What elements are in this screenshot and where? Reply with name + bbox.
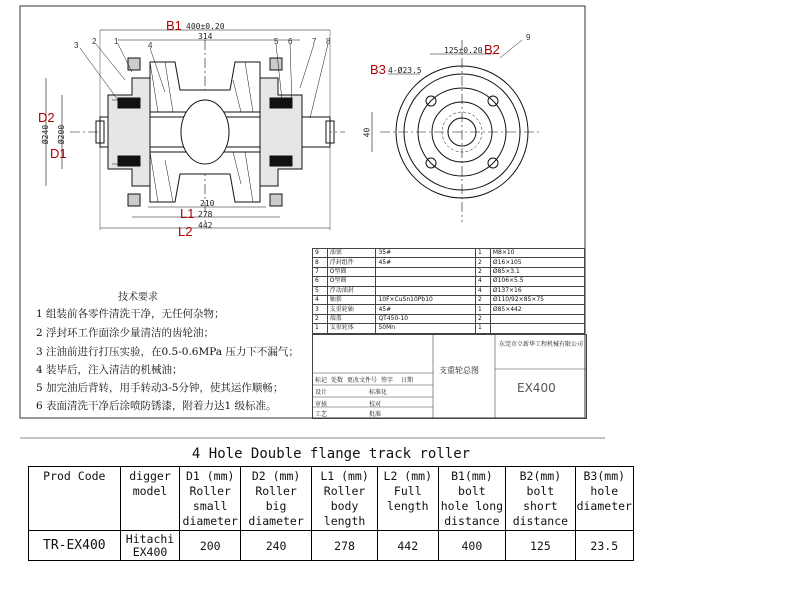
tb-label: 处数 <box>331 377 344 384</box>
tb-label: 标记 <box>315 377 328 384</box>
notes-title: 技术要求 <box>118 292 158 303</box>
tb-label: 设计 <box>315 389 328 396</box>
header-b3: B3(mm) hole diameter <box>575 467 633 531</box>
note-item: 5 加完油后背转，用手转动3-5分钟，使其运作顺畅； <box>36 382 284 394</box>
bom-row: 2 端盖 QT450-10 2 <box>313 314 585 323</box>
spec-header-row <box>29 467 634 531</box>
callout-d1: D1 <box>50 146 67 161</box>
dim-40: 40 <box>362 127 372 138</box>
bom-row: 4 轴套 10F×CuSn10Pb10 2 Ø110/92×85×75 <box>313 295 585 304</box>
part-ref-1: 1 <box>114 37 119 46</box>
callout-d2: D2 <box>38 110 55 125</box>
dim-210: 210 <box>200 199 215 208</box>
header-prod-code: Prod Code <box>29 467 121 531</box>
part-ref-4: 4 <box>148 41 153 50</box>
header-l2: L2 (mm) Full length <box>377 467 438 531</box>
tb-label: 工艺 <box>315 411 328 418</box>
dim-b3: 4-Ø23.5 <box>388 66 422 75</box>
note-item: 4 装毕后，注入清洁的机械油； <box>36 364 183 376</box>
cell-b1: 400 <box>438 531 506 561</box>
bom-row: 9 油塞 35# 1 M8×10 <box>313 249 585 258</box>
bom-row: 3 支重轮轴 45# 1 Ø85×442 <box>313 305 585 314</box>
part-ref-5: 5 <box>274 37 279 46</box>
dim-314: 314 <box>198 32 213 41</box>
dim-d2: Ø240 <box>41 124 51 145</box>
cell-prod-code: TR-EX400 <box>29 531 121 561</box>
cell-d1: 200 <box>180 531 241 561</box>
note-item: 1 组装前各零件清洗干净，无任何杂物； <box>36 308 225 320</box>
dim-b1: 400±0.20 <box>186 22 225 31</box>
dim-l2: 442 <box>198 221 213 230</box>
part-ref-3: 3 <box>74 41 79 50</box>
dim-l1: 278 <box>198 210 213 219</box>
bill-of-materials <box>312 248 585 334</box>
cell-d2: 240 <box>241 531 312 561</box>
title-block <box>312 334 587 419</box>
dim-b2: 125±0.20 <box>444 46 483 55</box>
part-ref-7: 7 <box>312 37 317 46</box>
bom-row: 8 浮封组件 45# 2 Ø16×105 <box>313 258 585 267</box>
model-code: EX400 <box>517 381 556 395</box>
spec-data-row <box>29 531 634 561</box>
header-d1: D1 (mm) Roller small diameter <box>180 467 241 531</box>
part-ref-6: 6 <box>288 37 293 46</box>
cell-b2: 125 <box>506 531 575 561</box>
bom-row: 1 支重轮体 50Mn 1 <box>313 324 585 333</box>
callout-b2: B2 <box>484 42 500 57</box>
spec-table <box>28 466 634 561</box>
cell-digger-model: Hitachi EX400 <box>120 531 180 561</box>
bom-row: 5 浮动油封 4 Ø137×16 <box>313 286 585 295</box>
tb-label: 批准 <box>369 411 382 418</box>
cell-l1: 278 <box>312 531 378 561</box>
cell-b3: 23.5 <box>575 531 633 561</box>
part-ref-8: 8 <box>326 37 331 46</box>
note-item: 3 注油前进行打压实验，在0.5-0.6MPa 压力下不漏气； <box>36 346 299 358</box>
callout-b1: B1 <box>166 18 182 33</box>
header-l1: L1 (mm) Roller body length <box>312 467 378 531</box>
header-b2: B2(mm) bolt short distance <box>506 467 575 531</box>
cell-l2: 442 <box>377 531 438 561</box>
note-item: 6 表面清洗干净后涂喷防锈漆，附着力达1 级标准。 <box>36 400 277 412</box>
callout-l2: L2 <box>178 224 193 239</box>
spec-table-title: 4 Hole Double flange track roller <box>191 446 471 462</box>
callout-l1: L1 <box>180 206 195 221</box>
header-digger-model: digger model <box>120 467 180 531</box>
header-d2: D2 (mm) Roller big diameter <box>241 467 312 531</box>
tb-label: 更改文件号 <box>347 377 378 384</box>
section-view <box>46 30 345 230</box>
company-name: 东莞市立新华工程机械有限公司 <box>499 341 584 348</box>
part-ref-9: 9 <box>526 33 531 42</box>
note-item: 2 浮封环工作面涂少量清洁的齿轮油； <box>36 327 215 339</box>
dim-d1: Ø200 <box>57 124 67 145</box>
callout-b3: B3 <box>370 62 386 77</box>
bom-row: 7 O型圈 2 Ø85×3.1 <box>313 267 585 276</box>
part-ref-2: 2 <box>92 37 97 46</box>
tb-label: 日期 <box>401 377 414 384</box>
drawing-name: 支重轮总图 <box>439 366 479 375</box>
tb-label: 签字 <box>381 377 394 384</box>
tb-label: 标准化 <box>369 389 388 396</box>
header-b1: B1(mm) bolt hole long distance <box>438 467 506 531</box>
tb-label: 校对 <box>369 401 382 408</box>
tb-label: 审核 <box>315 401 328 408</box>
bom-row: 6 O型圈 4 Ø106×5.5 <box>313 277 585 286</box>
